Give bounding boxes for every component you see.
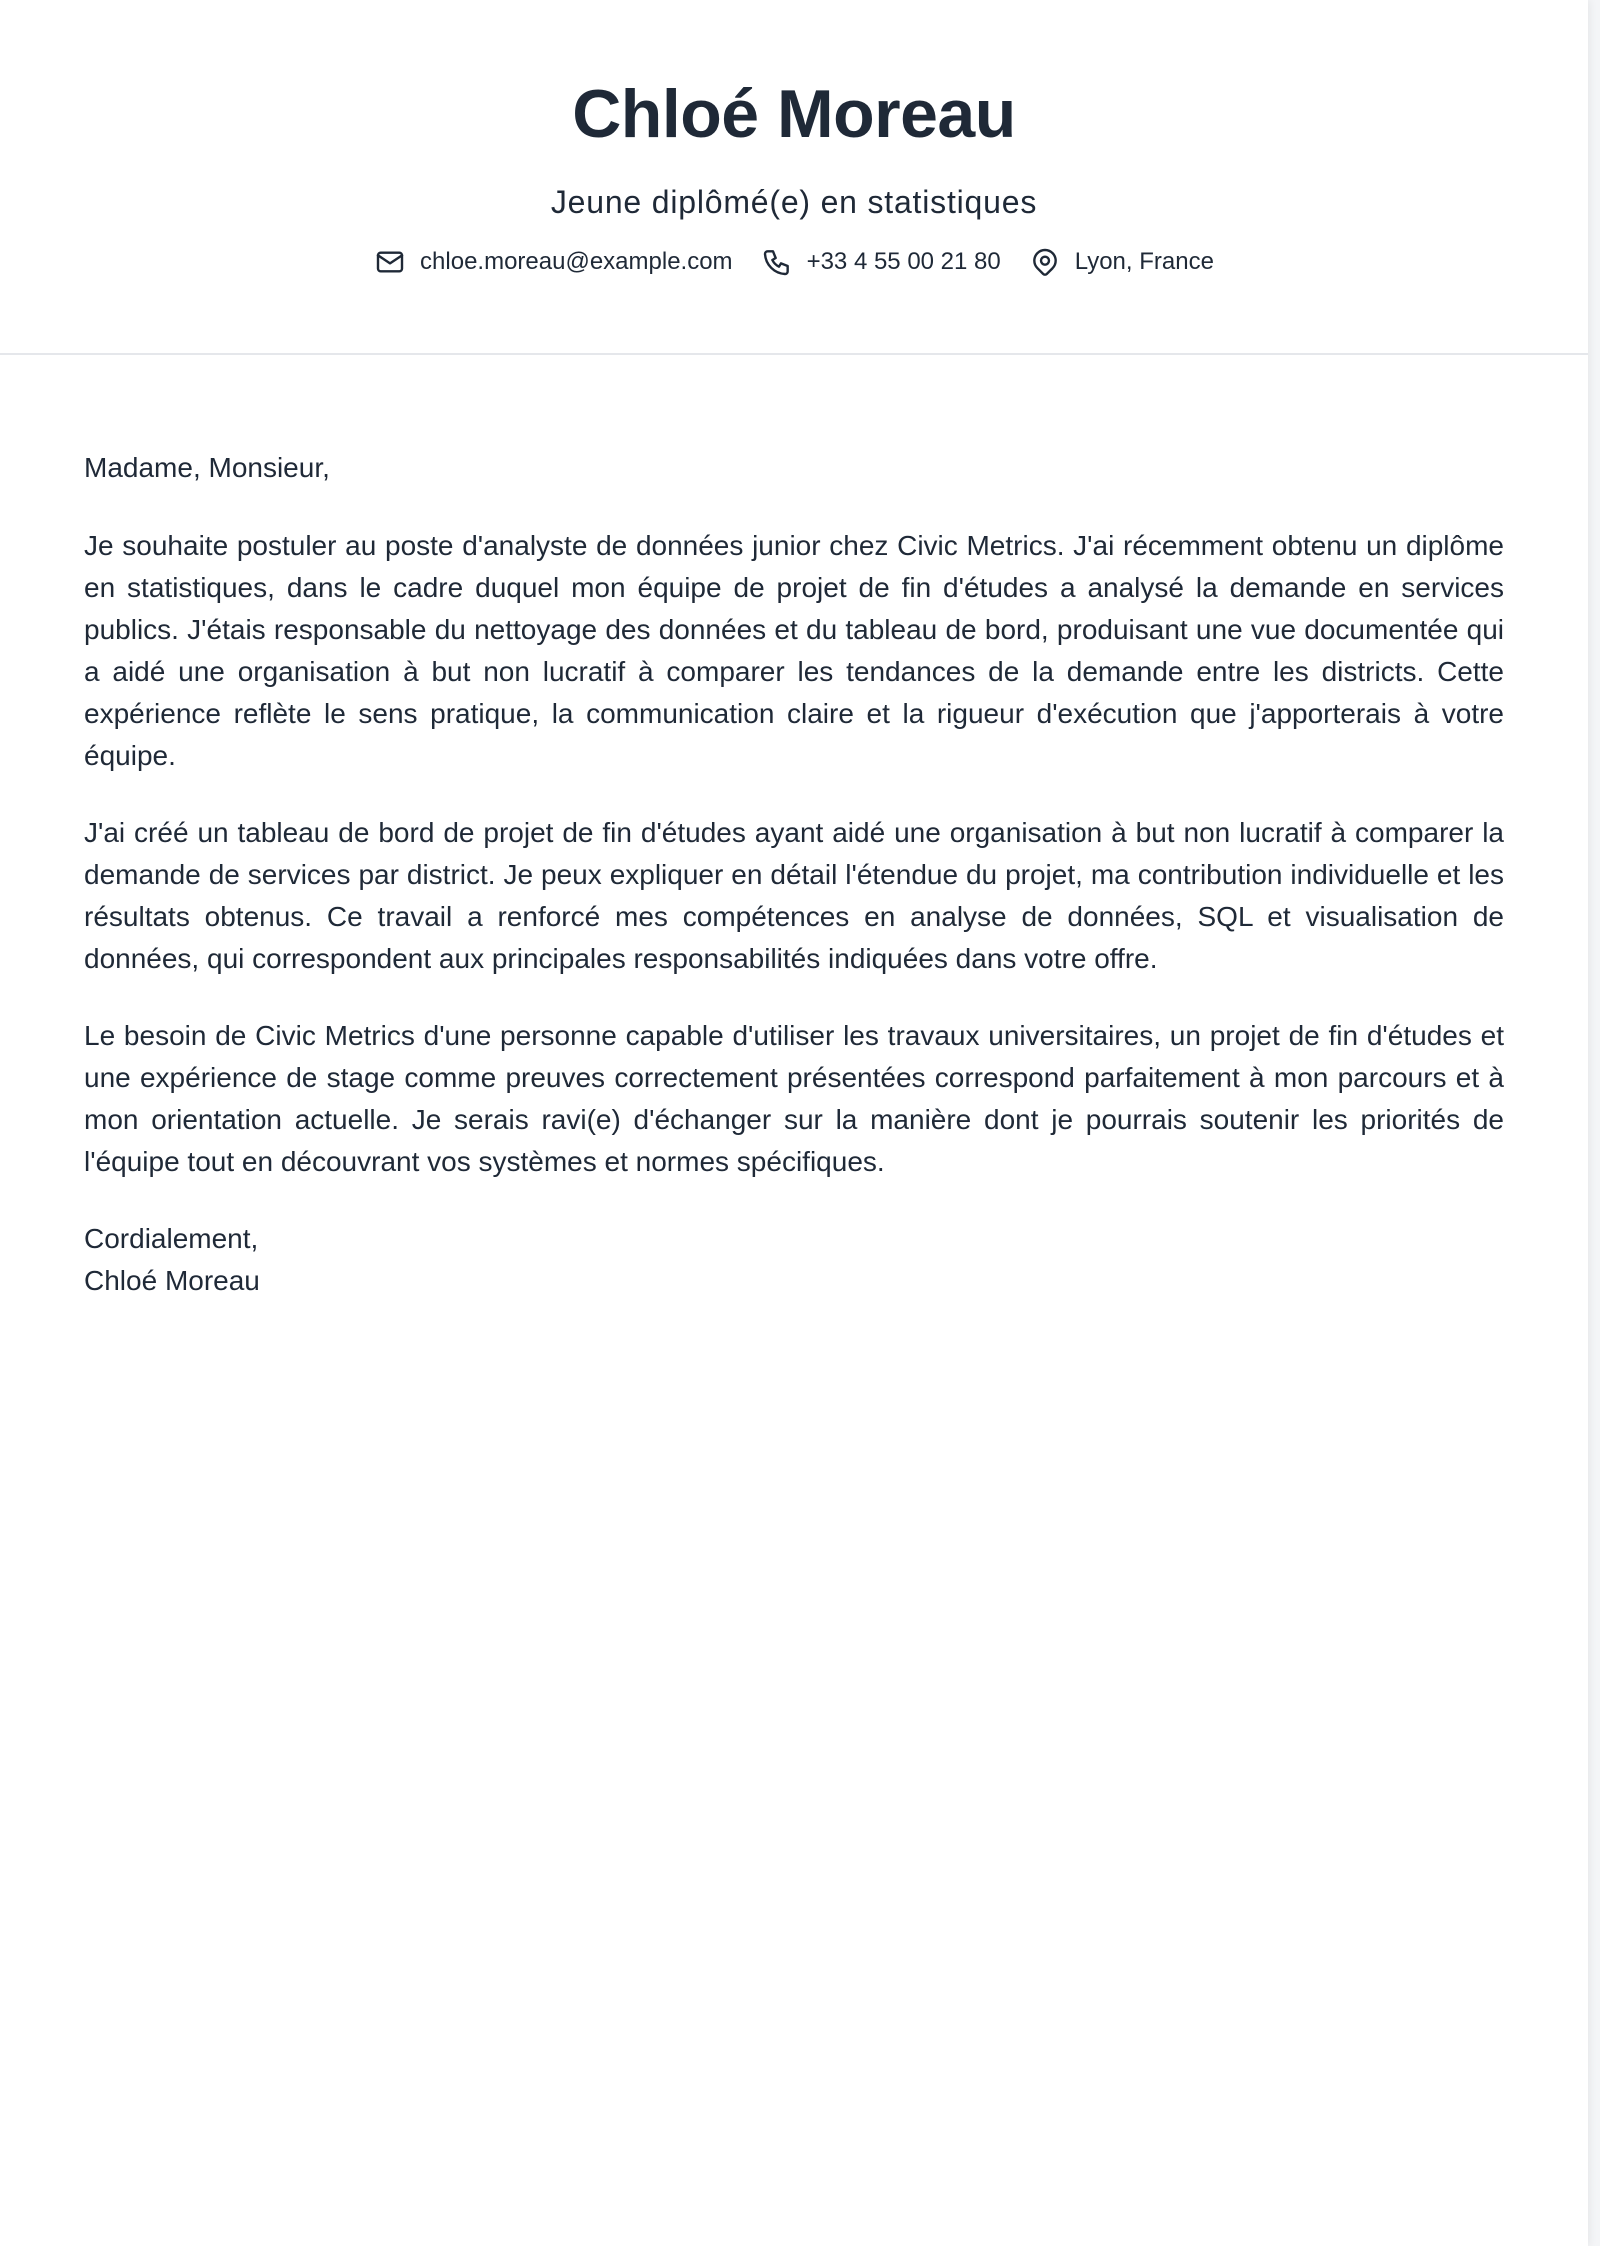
letter-paragraph: Je souhaite postuler au poste d'analyste de données junior chez Civic Metrics. J'ai récemment obtenu un diplôme en statistiques, dans le cadre duquel mon équipe de projet de fin d'études a analysé la demande en services publics. J'étais responsable du nettoyage des données et du tableau de bord, produisant une vue documentée qui a aidé une organisation à but non lucratif à comparer les tendances de la demande entre les districts. Cette expérience reflète le sens pratique, la communication claire et la rigueur d'exécution que j'apporterais à votre équipe. — [84, 530, 1504, 771]
phone-icon — [761, 246, 793, 278]
map-pin-icon — [1029, 246, 1061, 278]
mail-icon — [374, 246, 406, 278]
contact-info — [0, 246, 1588, 278]
letter-paragraph: J'ai créé un tableau de bord de projet de fin d'études ayant aidé une organisation à but non lucratif à comparer la demande de services par district. Je peux expliquer en détail l'étendue du projet, ma contribution individuelle et les résultats obtenus. Ce travail a renforcé mes compétences en analyse de données, SQL et visualisation de données, qui correspondent aux principales responsabilités indiquées dans votre offre. — [84, 817, 1504, 974]
letter-paragraph: Le besoin de Civic Metrics d'une personne capable d'utiliser les travaux universitaires, un projet de fin d'études et une expérience de stage comme preuves correctement présentées correspond parfaitement à mon parcours et à mon orientation actuelle. Je serais ravi(e) d'échanger sur la manière dont je pourrais soutenir les priorités de l'équipe tout en découvrant vos systèmes et normes spécifiques. — [84, 1020, 1504, 1177]
contact-email[interactable] — [374, 246, 733, 278]
letter-header — [0, 0, 1588, 355]
applicant-name: Chloé Moreau — [572, 76, 1016, 152]
letter-body — [0, 355, 1588, 1302]
contact-location — [1029, 246, 1214, 278]
email-text: chloe.moreau@example.com — [420, 248, 733, 275]
contact-phone[interactable] — [761, 246, 1001, 278]
phone-text: +33 4 55 00 21 80 — [806, 248, 1001, 275]
applicant-title: Jeune diplômé(e) en statistiques — [550, 184, 1038, 220]
letter-closing: Cordialement, — [84, 1223, 259, 1254]
letter-greeting: Madame, Monsieur, — [84, 452, 330, 483]
letter-signature: Chloé Moreau — [84, 1265, 260, 1296]
location-text: Lyon, France — [1074, 248, 1214, 275]
